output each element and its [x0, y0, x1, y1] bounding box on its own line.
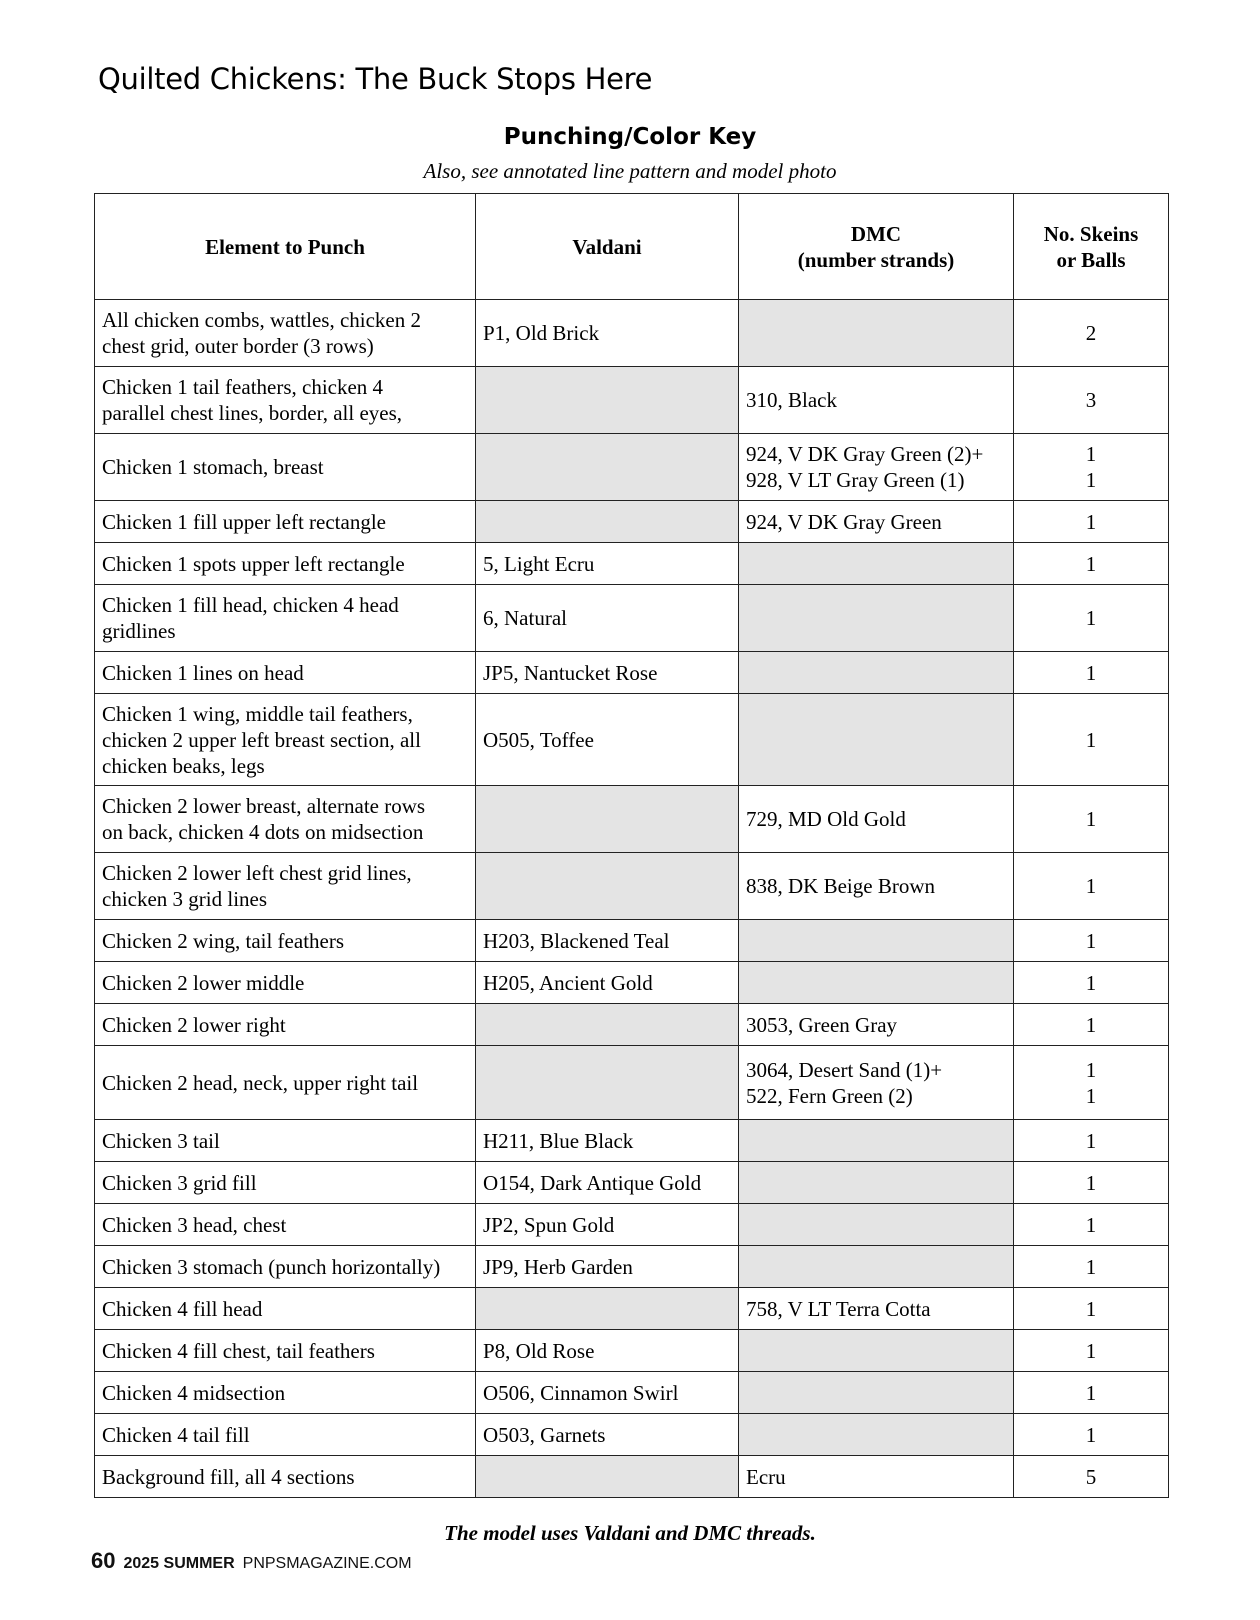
cell-valdani [476, 434, 739, 501]
cell-dmc: 924, V DK Gray Green (2)+ 928, V LT Gray Green (1) [739, 434, 1014, 501]
cell-element: Chicken 2 lower middle [95, 962, 476, 1004]
cell-valdani: JP9, Herb Garden [476, 1246, 739, 1288]
cell-dmc [739, 1372, 1014, 1414]
table-row [95, 543, 1169, 585]
table-row [95, 962, 1169, 1004]
cell-element: Chicken 2 lower left chest grid lines, chicken 3 grid lines [95, 853, 476, 920]
cell-skeins: 1 [1014, 501, 1169, 543]
cell-dmc [739, 1330, 1014, 1372]
cell-skeins: 5 [1014, 1456, 1169, 1498]
cell-skeins: 1 [1014, 694, 1169, 786]
cell-valdani [476, 1046, 739, 1120]
header-valdani: Valdani [476, 194, 739, 300]
table-row [95, 1414, 1169, 1456]
cell-element: All chicken combs, wattles, chicken 2 chest grid, outer border (3 rows) [95, 300, 476, 367]
cell-dmc [739, 1414, 1014, 1456]
cell-element: Chicken 1 fill upper left rectangle [95, 501, 476, 543]
cell-skeins: 1 [1014, 543, 1169, 585]
cell-valdani: P1, Old Brick [476, 300, 739, 367]
table-row [95, 434, 1169, 501]
page-title: Quilted Chickens: The Buck Stops Here [98, 62, 653, 96]
cell-dmc [739, 652, 1014, 694]
table-row [95, 501, 1169, 543]
cell-valdani [476, 853, 739, 920]
table-row [95, 1046, 1169, 1120]
cell-valdani: P8, Old Rose [476, 1330, 739, 1372]
cell-valdani: H211, Blue Black [476, 1120, 739, 1162]
cell-valdani: JP5, Nantucket Rose [476, 652, 739, 694]
cell-dmc: 758, V LT Terra Cotta [739, 1288, 1014, 1330]
table-row [95, 1456, 1169, 1498]
table-row [95, 1372, 1169, 1414]
cell-valdani [476, 1288, 739, 1330]
cell-element: Chicken 2 head, neck, upper right tail [95, 1046, 476, 1120]
cell-element: Chicken 4 tail fill [95, 1414, 476, 1456]
reference-note: Also, see annotated line pattern and model photo [423, 159, 837, 183]
cell-skeins: 1 [1014, 1414, 1169, 1456]
cell-dmc [739, 1246, 1014, 1288]
cell-valdani [476, 1004, 739, 1046]
cell-skeins: 1 [1014, 1372, 1169, 1414]
cell-dmc [739, 962, 1014, 1004]
table-row [95, 1246, 1169, 1288]
cell-dmc [739, 543, 1014, 585]
cell-valdani: O505, Toffee [476, 694, 739, 786]
cell-valdani [476, 786, 739, 853]
cell-element: Chicken 1 spots upper left rectangle [95, 543, 476, 585]
table-row [95, 1330, 1169, 1372]
cell-element: Chicken 4 fill chest, tail feathers [95, 1330, 476, 1372]
table-row [95, 585, 1169, 652]
cell-element: Chicken 1 fill head, chicken 4 head gridlines [95, 585, 476, 652]
cell-skeins: 1 [1014, 1162, 1169, 1204]
cell-element: Chicken 1 tail feathers, chicken 4 parallel chest lines, border, all eyes, [95, 367, 476, 434]
cell-element: Chicken 4 fill head [95, 1288, 476, 1330]
cell-valdani [476, 1456, 739, 1498]
cell-dmc: 310, Black [739, 367, 1014, 434]
cell-valdani: O503, Garnets [476, 1414, 739, 1456]
cell-skeins: 1 [1014, 786, 1169, 853]
table-row [95, 367, 1169, 434]
table-row [95, 652, 1169, 694]
cell-dmc: 924, V DK Gray Green [739, 501, 1014, 543]
cell-dmc [739, 1204, 1014, 1246]
cell-valdani: O506, Cinnamon Swirl [476, 1372, 739, 1414]
cell-skeins: 1 [1014, 962, 1169, 1004]
cell-element: Chicken 3 stomach (punch horizontally) [95, 1246, 476, 1288]
page-folio [91, 1548, 412, 1574]
cell-valdani: JP2, Spun Gold [476, 1204, 739, 1246]
header-skeins: No. Skeins or Balls [1014, 194, 1169, 300]
table-row [95, 1204, 1169, 1246]
table-row [95, 1004, 1169, 1046]
cell-dmc: 838, DK Beige Brown [739, 853, 1014, 920]
header-dmc: DMC (number strands) [739, 194, 1014, 300]
cell-valdani [476, 367, 739, 434]
cell-element: Chicken 2 lower right [95, 1004, 476, 1046]
page-number: 60 [91, 1548, 116, 1573]
cell-skeins: 2 [1014, 300, 1169, 367]
cell-element: Chicken 1 wing, middle tail feathers, chicken 2 upper left breast section, all chicken beaks, legs [95, 694, 476, 786]
cell-element: Chicken 1 stomach, breast [95, 434, 476, 501]
cell-element: Chicken 4 midsection [95, 1372, 476, 1414]
cell-valdani: H203, Blackened Teal [476, 920, 739, 962]
cell-skeins: 1 [1014, 1288, 1169, 1330]
table-row [95, 1162, 1169, 1204]
table-row [95, 920, 1169, 962]
issue-label: 2025 SUMMER [123, 1555, 235, 1572]
cell-valdani: O154, Dark Antique Gold [476, 1162, 739, 1204]
cell-dmc [739, 300, 1014, 367]
header-element: Element to Punch [95, 194, 476, 300]
table-row [95, 1120, 1169, 1162]
cell-dmc: 729, MD Old Gold [739, 786, 1014, 853]
cell-valdani: H205, Ancient Gold [476, 962, 739, 1004]
table-row [95, 694, 1169, 786]
cell-skeins: 1 [1014, 1120, 1169, 1162]
table-header-row [95, 194, 1169, 300]
table-title: Punching/Color Key [503, 124, 757, 150]
cell-skeins: 1 [1014, 1204, 1169, 1246]
cell-skeins: 3 [1014, 367, 1169, 434]
table-row [95, 786, 1169, 853]
cell-dmc [739, 920, 1014, 962]
cell-skeins: 1 1 [1014, 434, 1169, 501]
cell-valdani: 6, Natural [476, 585, 739, 652]
table-body [95, 300, 1169, 1498]
cell-element: Background fill, all 4 sections [95, 1456, 476, 1498]
cell-dmc: 3064, Desert Sand (1)+ 522, Fern Green (2) [739, 1046, 1014, 1120]
cell-element: Chicken 3 grid fill [95, 1162, 476, 1204]
footnote: The model uses Valdani and DMC threads. [444, 1521, 816, 1545]
cell-dmc [739, 694, 1014, 786]
site-url: PNPSMAGAZINE.COM [242, 1555, 412, 1572]
cell-dmc [739, 1120, 1014, 1162]
cell-skeins: 1 [1014, 853, 1169, 920]
cell-element: Chicken 3 tail [95, 1120, 476, 1162]
cell-element: Chicken 3 head, chest [95, 1204, 476, 1246]
cell-skeins: 1 1 [1014, 1046, 1169, 1120]
cell-skeins: 1 [1014, 1004, 1169, 1046]
cell-valdani: 5, Light Ecru [476, 543, 739, 585]
cell-skeins: 1 [1014, 920, 1169, 962]
cell-valdani [476, 501, 739, 543]
cell-dmc: Ecru [739, 1456, 1014, 1498]
cell-element: Chicken 2 wing, tail feathers [95, 920, 476, 962]
cell-element: Chicken 2 lower breast, alternate rows on back, chicken 4 dots on midsection [95, 786, 476, 853]
cell-dmc [739, 585, 1014, 652]
table-row [95, 1288, 1169, 1330]
cell-dmc [739, 1162, 1014, 1204]
punching-color-key-table [94, 193, 1169, 1498]
cell-skeins: 1 [1014, 1246, 1169, 1288]
cell-skeins: 1 [1014, 652, 1169, 694]
cell-element: Chicken 1 lines on head [95, 652, 476, 694]
table-row [95, 853, 1169, 920]
table-row [95, 300, 1169, 367]
cell-dmc: 3053, Green Gray [739, 1004, 1014, 1046]
cell-skeins: 1 [1014, 585, 1169, 652]
cell-skeins: 1 [1014, 1330, 1169, 1372]
